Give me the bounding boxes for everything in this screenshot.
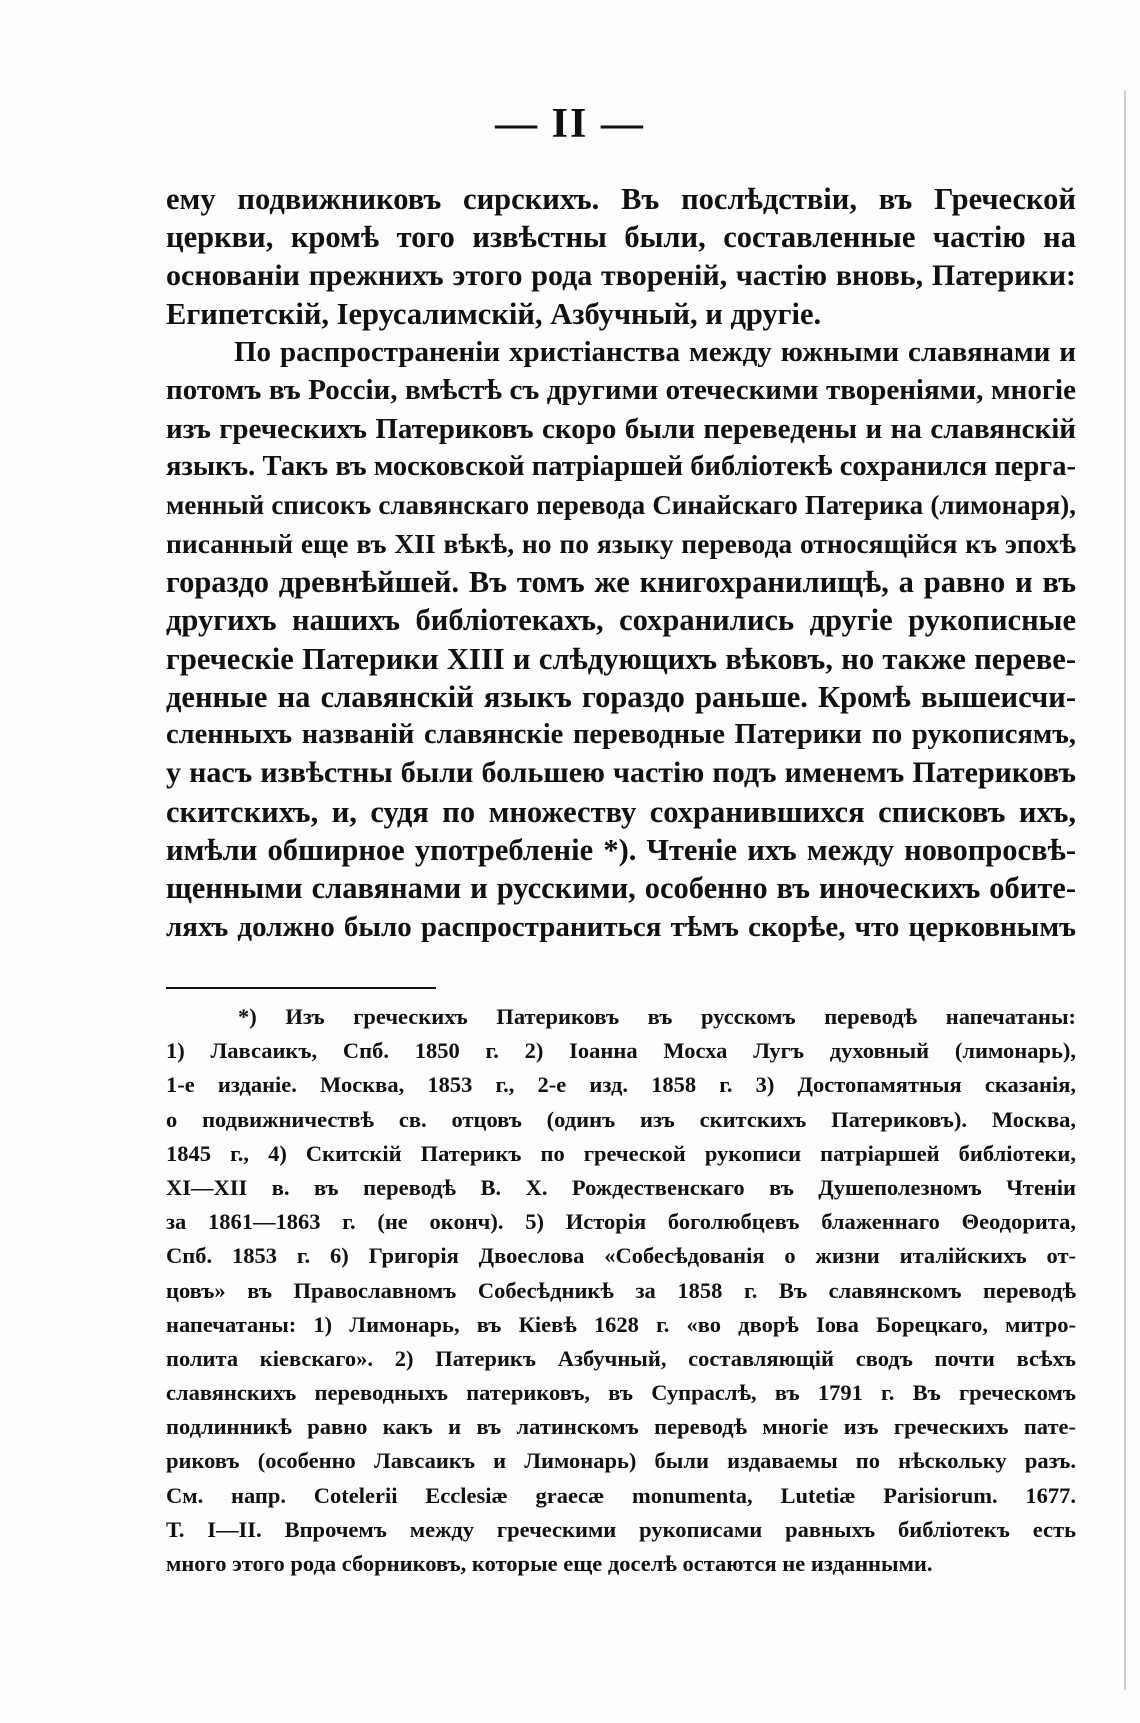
text-line: ляхъ должно было распространиться тѣмъ скорѣе, что церковнымъ	[166, 910, 1076, 943]
text-line: денные на славянскiй языкъ гораздо раньше. Кромѣ вышеисчи-	[166, 679, 1076, 714]
footnote-line: 1-е изданiе. Москва, 1853 г., 2-е изд. 1858 г. 3) Достопамятныя сказанiя,	[166, 1072, 1076, 1098]
text-line: церкви, кромѣ того извѣстны были, составленные частiю на	[166, 220, 1076, 255]
footnote-separator	[166, 987, 436, 989]
footnote-line: напечатаны: 1) Лимонарь, въ Кiевѣ 1628 г. «во дворѣ Iова Борецкаго, митро-	[166, 1311, 1076, 1337]
text-line: имѣли обширное употребленiе *). Чтенiе ихъ между новопросвѣ-	[166, 833, 1076, 868]
text-line: изъ греческихъ Патериковъ скоро были переведены и на славянскiй	[166, 412, 1076, 445]
text-line: греческiе Патерики XIII и слѣдующихъ вѣковъ, но также переве-	[166, 641, 1076, 676]
footnote-line: Т. I—II. Впрочемъ между греческими рукописами равныхъ библiотекъ есть	[166, 1516, 1076, 1542]
footnote	[166, 1000, 1076, 1581]
text-line: писанный еще въ XII вѣкѣ, но по языку перевода относящiйся къ эпохѣ	[166, 527, 1076, 559]
text-line: щенными славянами и русскими, особенно въ иноческихъ обите-	[166, 871, 1076, 906]
text-line: менный списокъ славянскаго перевода Синайскаго Патерика (лимонаря),	[166, 490, 1076, 521]
footnote-line: о подвижничествѣ св. отцовъ (одинъ изъ скитскихъ Патериковъ). Москва,	[166, 1106, 1076, 1132]
footnote-line: за 1861—1863 г. (не оконч). 5) Исторiя боголюбцевъ блаженнаго Θеодорита,	[166, 1209, 1076, 1235]
footnote-line: полита кiевскаго». 2) Патерикъ Азбучный, составляющiй сводъ почти всѣхъ	[166, 1345, 1076, 1371]
footnote-line: славянскихъ переводныхъ патериковъ, въ Супраслѣ, въ 1791 г. Въ греческомъ	[166, 1380, 1076, 1406]
text-line: По распространенiи христiанства между южными славянами и	[234, 336, 1076, 369]
text-line: языкъ. Такъ въ московской патрiаршей библiотекѣ сохранился перга-	[166, 451, 1076, 483]
text-line: скитскихъ, и, судя по множеству сохранившихся списковъ ихъ,	[166, 794, 1076, 829]
footnote-line: 1845 г., 4) Скитскiй Патерикъ по греческой рукописи патрiаршей библiотеки,	[166, 1140, 1076, 1166]
text-line: гораздо древнѣйшей. Въ томъ же книгохранилищѣ, а равно и въ	[166, 564, 1076, 599]
page-number: — II —	[495, 101, 645, 147]
text-line: потомъ въ Россiи, вмѣстѣ съ другими отеческими творенiями, многiе	[166, 374, 1076, 407]
footnote-line: 1) Лавсаикъ, Спб. 1850 г. 2) Iоанна Мосха Лугъ духовный (лимонарь),	[166, 1038, 1076, 1064]
page-edge-line	[1124, 90, 1126, 1690]
main-text	[166, 180, 1076, 946]
footnote-line: *) Изъ греческихъ Патериковъ въ русскомъ переводѣ напечатаны:	[238, 1004, 1076, 1029]
text-line: Египетскiй, Iерусалимскiй, Азбучный, и другiе.	[166, 296, 822, 331]
text-line: другихъ нашихъ библiотекахъ, сохранились другiе рукописные	[166, 603, 1076, 638]
footnote-line: много этого рода сборниковъ, которые еще доселѣ остаются не изданными.	[166, 1551, 933, 1576]
text-line: ему подвижниковъ сирскихъ. Въ послѣдствiи, въ Греческой	[166, 182, 1076, 216]
footnote-line: См. напр. Cotelerii Ecclesiæ graecæ monumenta, Lutetiæ Parisiorum. 1677.	[166, 1482, 1076, 1508]
footnote-line: подлинникѣ равно какъ и въ латинскомъ переводѣ многiе изъ греческихъ пате-	[166, 1414, 1076, 1440]
text-line: сленныхъ названiй славянскiе переводные Патерики по рукописямъ,	[166, 719, 1076, 751]
footnote-line: XI—XII в. въ переводѣ В. Х. Рождественскаго въ Душеполезномъ Чтенiи	[166, 1174, 1076, 1200]
footnote-line: Спб. 1853 г. 6) Григорiя Двоеслова «Собесѣдованiя о жизни италiйскихъ от-	[166, 1243, 1076, 1269]
footnote-line: риковъ (особенно Лавсаикъ и Лимонарь) были издаваемы по нѣскольку разъ.	[166, 1448, 1076, 1474]
footnote-line: цовъ» въ Православномъ Собесѣдникѣ за 1858 г. Въ славянскомъ переводѣ	[166, 1277, 1076, 1303]
text-line: у насъ извѣстны были большею частiю подъ именемъ Патериковъ	[166, 756, 1076, 790]
text-line: основанiи прежнихъ этого рода творенiй, частiю вновь, Патерики:	[166, 258, 1076, 292]
